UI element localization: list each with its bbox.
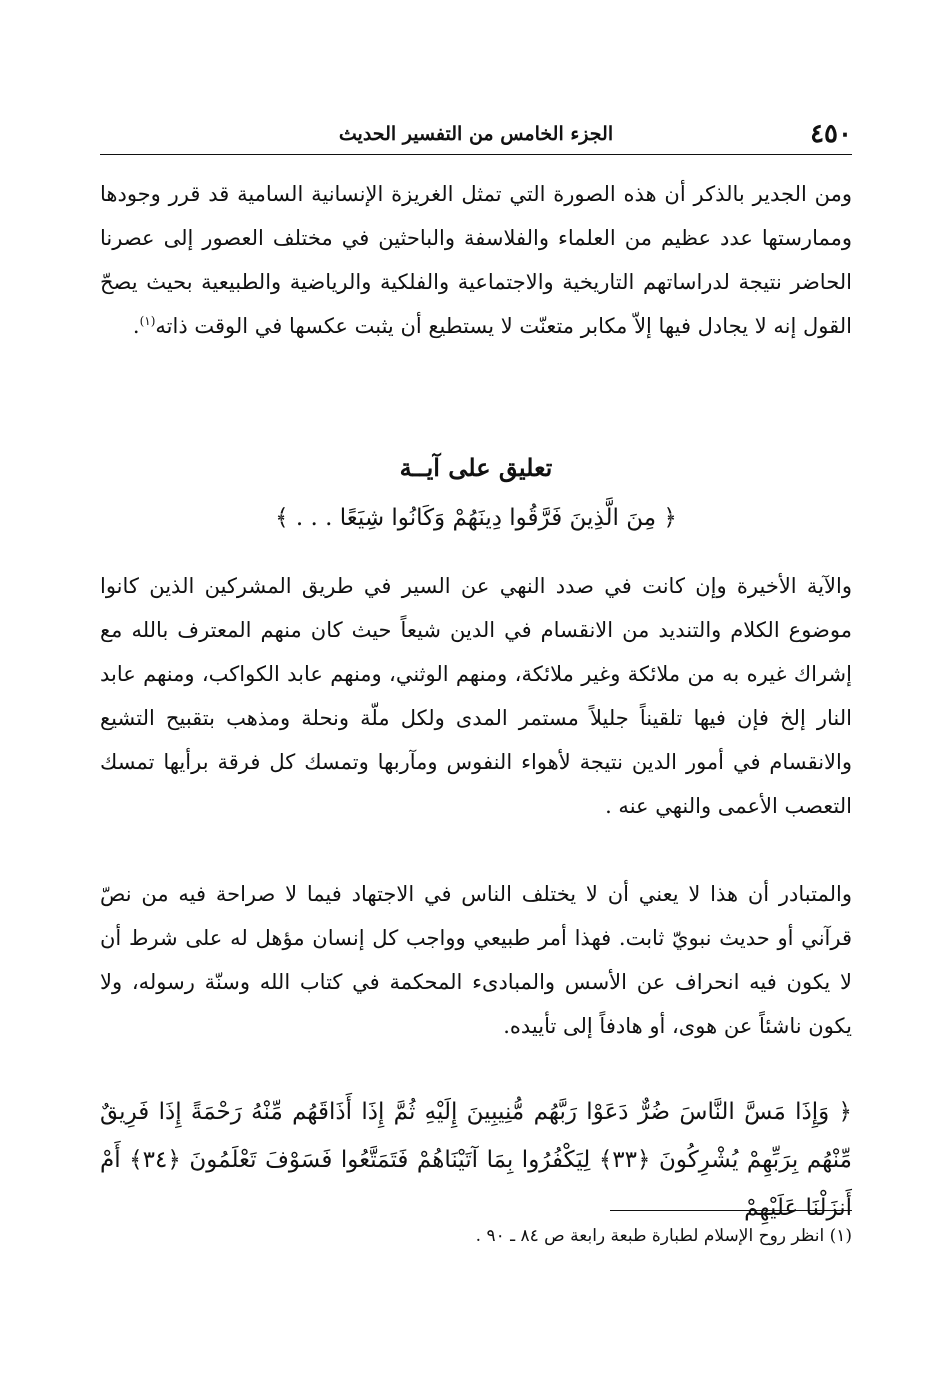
paragraph-1-text: ومن الجدير بالذكر أن هذه الصورة التي تمثل الغريزة الإنسانية السامية قد قرر وجودها وممارستها عدد عظيم من العلماء والفلاسفة والباحثين في مختلف العصور إلى عصرنا الحاضر نتيجة لدراساتهم التاريخية والاجتماعية والفلكية والرياضية والطبيعية بحيث يصحّ القول إنه لا يجادل فيها إلاّ مكابر متعنّت لا يستطيع أن يثبت عكسها في الوقت ذاته <box>100 182 852 338</box>
section-verse: ﴿ مِنَ الَّذِينَ فَرَّقُوا دِينَهُمْ وَكَانُوا شِيَعًا . . . ﴾ <box>275 505 677 531</box>
footnote-marker-label: (١) <box>829 1226 852 1246</box>
paragraph-2: والآية الأخيرة وإن كانت في صدد النهي عن السير في طريق المشركين الذين كانوا موضوع الكلام والتنديد من الانقسام في الدين شيعاً حيث كان منهم المعترف بالله مع إشراك غيره به من ملائكة وغير ملائكة، ومنهم الوثني، ومنهم عابد الكواكب، ومنهم عابد النار إلخ فإن فيها تلقيناً جليلاً مستمر المدى ولكل ملّة ونحلة ومذهب بتقبيح التشيع والانقسام في أمور الدين نتيجة لأهواء النفوس ومآربها وتمسك كل فرقة برأيها تمسك التعصب الأعمى والنهي عنه . <box>100 574 852 818</box>
running-title: الجزء الخامس من التفسير الحديث <box>338 123 614 145</box>
quran-passage: ﴿ وَإِذَا مَسَّ النَّاسَ ضُرٌّ دَعَوْا رَبَّهُم مُّنِيبِينَ إِلَيْهِ ثُمَّ إِذَا أَذَاقَهُم مِّنْهُ رَحْمَةً إِذَا فَرِيقٌ مِّنْهُم بِرَبِّهِمْ يُشْرِكُونَ ﴿٣٣﴾ لِيَكْفُرُوا بِمَا آتَيْنَاهُمْ فَتَمَتَّعُوا فَسَوْفَ تَعْلَمُونَ ﴿٣٤﴾ أَمْ أَنزَلْنَا عَلَيْهِمْ <box>100 1099 852 1221</box>
header-rule <box>100 154 852 155</box>
page-number: ٤٥٠ <box>810 119 852 149</box>
section-title: تعليق على آيــة <box>399 453 553 482</box>
footnote-rule <box>610 1210 852 1211</box>
paragraph-1-end: . <box>132 314 140 338</box>
paragraph-1 <box>100 172 852 348</box>
page-header <box>100 118 852 152</box>
footnote <box>100 1218 852 1254</box>
footnote-marker: (١) <box>139 314 156 328</box>
footnote-text: انظر روح الإسلام لطبارة طبعة رابعة ص ٨٤ ـ ٩٠ . <box>475 1226 825 1246</box>
paragraph-3: والمتبادر أن هذا لا يعني أن لا يختلف الناس في الاجتهاد فيما لا صراحة فيه من نصّ قرآني أو حديث نبويّ ثابت. فهذا أمر طبيعي وواجب كل إنسان مؤهل له على شرط أن لا يكون فيه انحراف عن الأسس والمبادىء المحكمة في كتاب الله وسنّة رسوله، ولا يكون ناشئاً عن هوى، أو هادفاً إلى تأييده. <box>100 882 852 1038</box>
